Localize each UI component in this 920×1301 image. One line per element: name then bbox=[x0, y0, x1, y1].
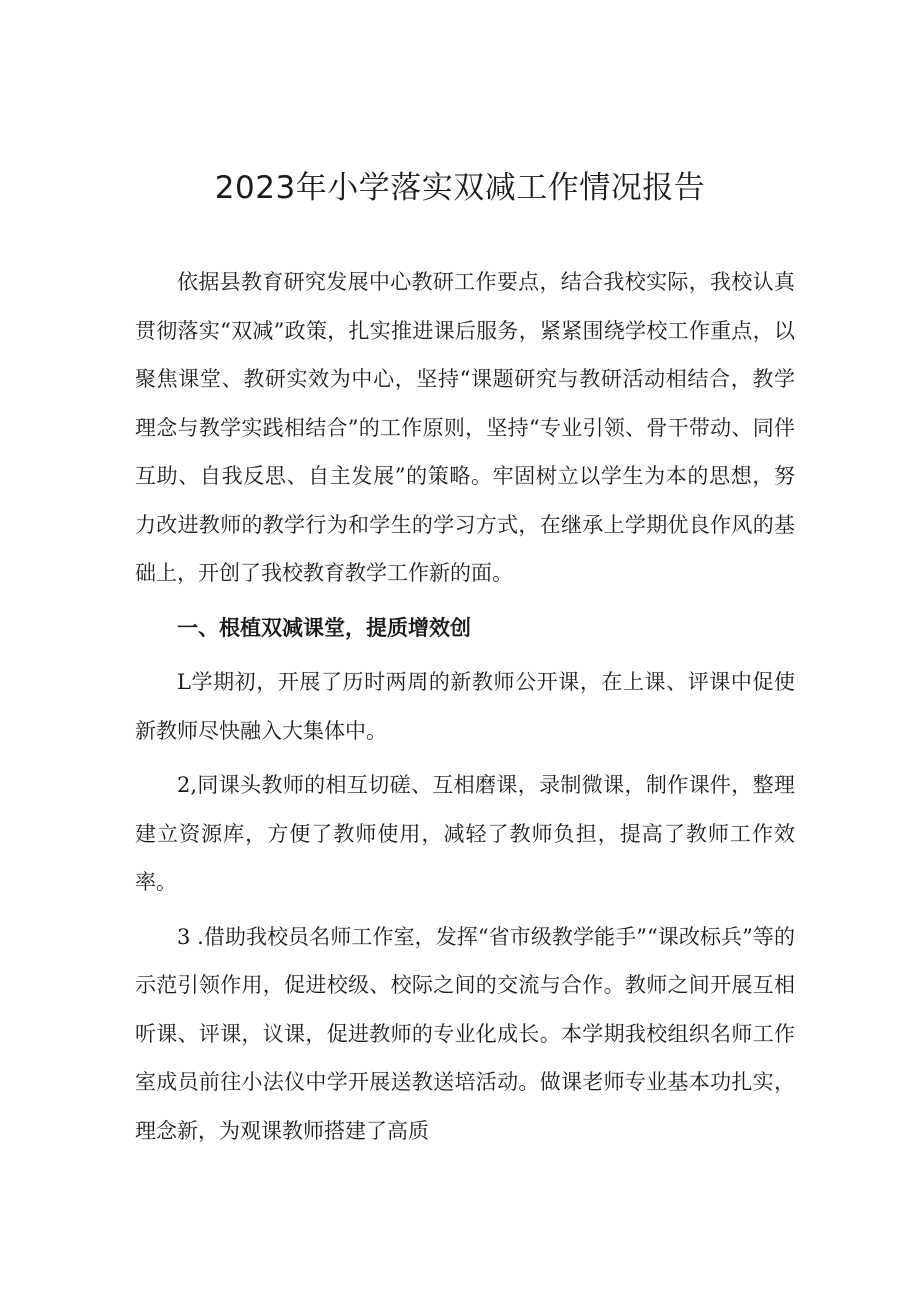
section-heading: 一、根植双减课堂，提质增效创 bbox=[177, 615, 471, 640]
document-body bbox=[135, 258, 795, 1155]
paragraph-item-2: 2,同课头教师的相互切磋、互相磨课，录制微课，制作课件，整理建立资源库，方便了教师使用，减轻了教师负担，提高了教师工作效率。 bbox=[135, 773, 795, 894]
paragraph-item-1: L学期初，开展了历时两周的新教师公开课，在上课、评课中促使新教师尽快融入大集体中。 bbox=[135, 670, 795, 743]
paragraph-item-3: 3 .借助我校员名师工作室，发挥“省市级教学能手”“课改标兵”等的示范引领作用，促进校级、校际之间的交流与合作。教师之间开展互相听课、评课，议课，促进教师的专业化成长。本学期我校组织名师工作室成员前往小法仪中学开展送教送培活动。做课老师专业基本功扎实，理念新，为观课教师搭建了高质 bbox=[135, 924, 795, 1143]
paragraph-intro: 依据县教育研究发展中心教研工作要点，结合我校实际，我校认真贯彻落实“双减”政策，扎实推进课后服务，紧紧围绕学校工作重点，以聚焦课堂、教研实效为中心，坚持“课题研究与教研活动相结合，教学理念与教学实践相结合”的工作原则，坚持“专业引领、骨干带动、同伴互助、自我反思、自主发展”的策略。牢固树立以学生为本的思想，努力改进教师的教学行为和学生的学习方式，在继承上学期优良作风的基础上，开创了我校教育教学工作新的面。 bbox=[135, 270, 795, 585]
document-title: 2023年小学落实双减工作情况报告 bbox=[214, 170, 706, 206]
